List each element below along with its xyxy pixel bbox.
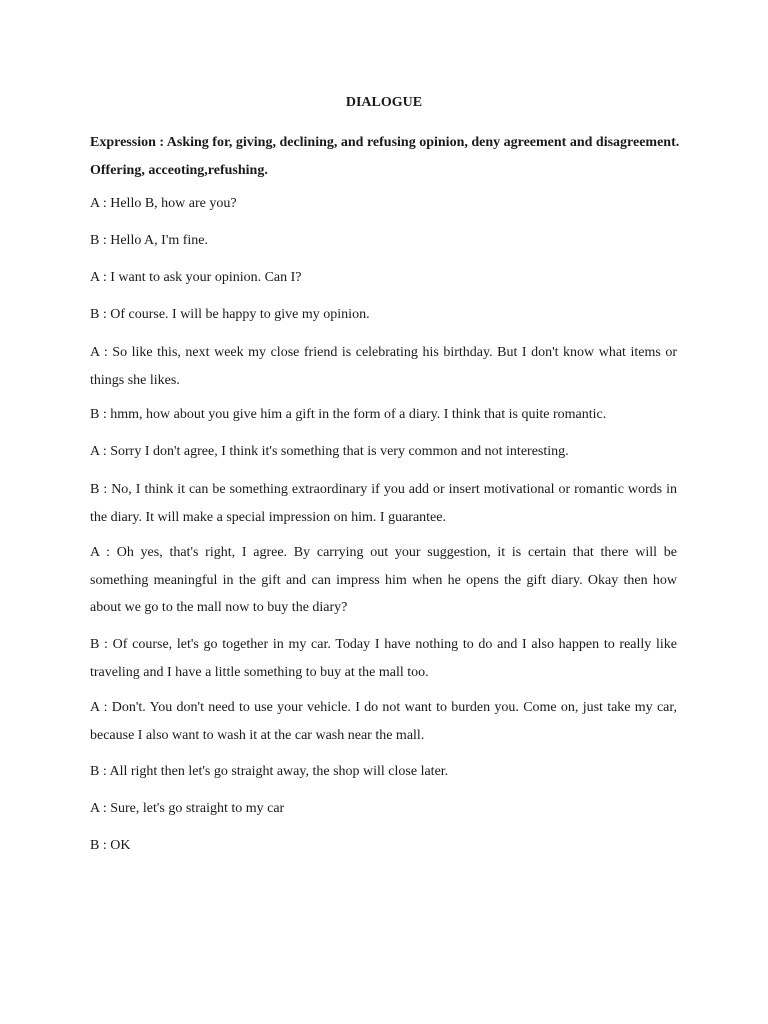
document-title: DIALOGUE: [345, 95, 423, 110]
dialogue-line: A : I want to ask your opinion. Can I?: [90, 270, 302, 285]
dialogue-line: B : hmm, how about you give him a gift in the form of a diary. I think that is quite romantic.: [90, 407, 607, 422]
dialogue-line: B : All right then let's go straight away, the shop will close later.: [90, 764, 449, 779]
dialogue-line: B : Hello A, I'm fine.: [90, 233, 209, 248]
expression-heading: Expression : Asking for, giving, declining, and refusing opinion, deny agreement and disagreement. Offering, acceoting,refushing.: [90, 135, 680, 178]
dialogue-line: B : No, I think it can be something extraordinary if you add or insert motivational or romantic words in the diary. It will make a special impression on him. I guarantee.: [90, 482, 677, 525]
dialogue-line: A : Oh yes, that's right, I agree. By carrying out your suggestion, it is certain that there will be something meaningful in the gift and can impress him when he opens the gift diary. Okay then how about we go to the mall now to buy the diary?: [90, 545, 677, 615]
dialogue-line: B : OK: [90, 838, 131, 853]
dialogue-line: B : Of course, let's go together in my car. Today I have nothing to do and I also happen to really like traveling and I have a little something to buy at the mall too.: [90, 637, 677, 680]
dialogue-line: B : Of course. I will be happy to give my opinion.: [90, 307, 370, 322]
dialogue-line: A : Sure, let's go straight to my car: [90, 801, 285, 816]
dialogue-line: A : Sorry I don't agree, I think it's something that is very common and not interesting.: [90, 444, 569, 459]
dialogue-line: A : So like this, next week my close friend is celebrating his birthday. But I don't know what items or things she likes.: [90, 345, 677, 388]
dialogue-line: A : Don't. You don't need to use your vehicle. I do not want to burden you. Come on, just take my car, because I also want to wash it at the car wash near the mall.: [90, 700, 677, 743]
dialogue-line: A : Hello B, how are you?: [90, 196, 237, 211]
